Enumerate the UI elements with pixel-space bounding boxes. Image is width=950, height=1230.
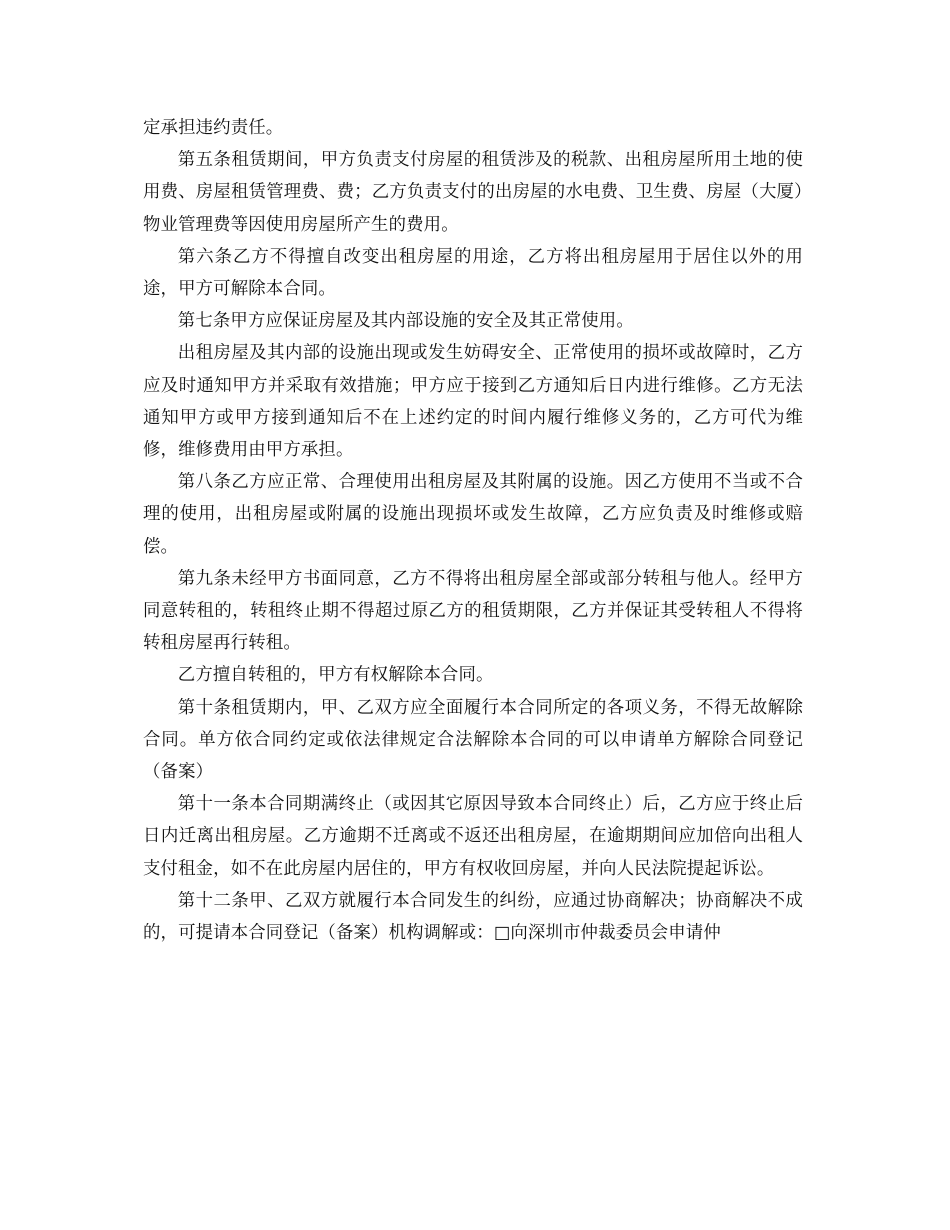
paragraph-article-10: 第十条租赁期内，甲、乙双方应全面履行本合同所定的各项义务，不得无故解除合同。单方依合同约定或依法律规定合法解除本合同的可以申请单方解除合同登记（备案）: [143, 697, 803, 783]
paragraph-article-6: 第六条乙方不得擅自改变出租房屋的用途，乙方将出租房屋用于居住以外的用途，甲方可解除本合同。: [143, 246, 803, 300]
paragraph-article-9: 第九条未经甲方书面同意，乙方不得将出租房屋全部或部分转租与他人。经甲方同意转租的，转租终止期不得超过原乙方的租赁期限，乙方并保证其受转租人不得将转租房屋再行转租。: [143, 568, 803, 654]
paragraph-article-7: 第七条甲方应保证房屋及其内部设施的安全及其正常使用。: [177, 311, 634, 332]
paragraph-repair-obligation: 出租房屋及其内部的设施出现或发生妨碍安全、正常使用的损坏或故障时，乙方应及时通知甲方并采取有效措施；甲方应于接到乙方通知后日内进行维修。乙方无法通知甲方或甲方接到通知后不在上述约定的时间内履行维修义务的，乙方可代为维修，维修费用由甲方承担。: [143, 343, 803, 461]
paragraph-sublease-termination: 乙方擅自转租的，甲方有权解除本合同。: [177, 665, 494, 686]
document-body: [143, 112, 803, 949]
paragraph-article-12: 第十二条甲、乙双方就履行本合同发生的纠纷，应通过协商解决；协商解决不成的，可提请本合同登记（备案）机构调解或：□向深圳市仲裁委员会申请仲: [143, 890, 803, 944]
paragraph-article-5: 第五条租赁期间，甲方负责支付房屋的租赁涉及的税款、出租房屋所用土地的使用费、房屋租赁管理费、费；乙方负责支付的出房屋的水电费、卫生费、房屋（大厦）物业管理费等因使用房屋所产生的费用。: [143, 150, 803, 235]
paragraph-article-11: 第十一条本合同期满终止（或因其它原因导致本合同终止）后，乙方应于终止后日内迁离出租房屋。乙方逾期不迁离或不返还出租房屋，在逾期期间应加倍向出租人支付租金，如不在此房屋内居住的，甲方有权收回房屋，并向人民法院提起诉讼。: [143, 794, 803, 879]
paragraph-1: 定承担违约责任。: [143, 118, 284, 138]
paragraph-article-8: 第八条乙方应正常、合理使用出租房屋及其附属的设施。因乙方使用不当或不合理的使用，出租房屋或附属的设施出现损坏或发生故障，乙方应负责及时维修或赔偿。: [143, 472, 803, 557]
